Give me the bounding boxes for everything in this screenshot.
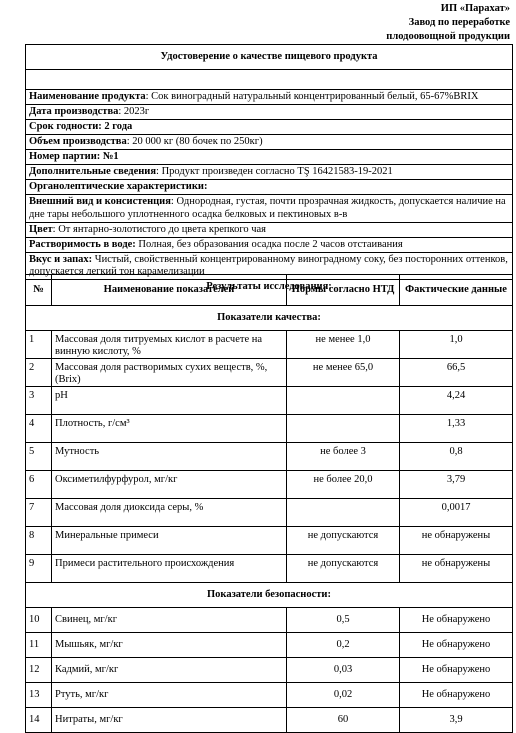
company-name: ИП «Парахат» <box>440 3 510 14</box>
row-norm: не более 3 <box>287 443 400 471</box>
table-row <box>26 683 513 708</box>
row-number: 6 <box>26 471 52 499</box>
row-number: 8 <box>26 527 52 555</box>
taste-row: Вкус и запах: Чистый, свойственный концентрированному виноградному соку, без посторонних оттенков, допускается легкий тон карамелизации <box>26 252 513 279</box>
results-title: Результаты исследования: <box>206 280 332 292</box>
row-number: 1 <box>26 331 52 359</box>
company-desc-line2: плодоовощной продукции <box>386 31 510 42</box>
row-norm: 0,02 <box>287 683 400 708</box>
table-row <box>26 471 513 499</box>
row-norm: 0,5 <box>287 608 400 633</box>
row-actual: Не обнаружено <box>400 658 513 683</box>
row-actual: Не обнаружено <box>400 683 513 708</box>
color-row: Цвет: От янтарно-золотистого до цвета крепкого чая <box>26 222 513 237</box>
row-actual: 1,33 <box>400 415 513 443</box>
row-norm: 0,2 <box>287 633 400 658</box>
row-indicator-name: Минеральные примеси <box>52 527 287 555</box>
row-number: 11 <box>26 633 52 658</box>
row-number: 3 <box>26 387 52 415</box>
solubility-row: Растворимость в воде: Полная, без образования осадка после 2 часов отстаивания <box>26 237 513 252</box>
row-norm <box>287 387 400 415</box>
row-indicator-name: Массовая доля растворимых сухих веществ, %, (Brix) <box>52 359 287 387</box>
row-indicator-name: Ртуть, мг/кг <box>52 683 287 708</box>
row-number: 5 <box>26 443 52 471</box>
row-number: 7 <box>26 499 52 527</box>
row-number: 10 <box>26 608 52 633</box>
table-row <box>26 658 513 683</box>
col-name: Наименование показателей <box>52 275 287 306</box>
col-actual: Фактические данные <box>400 275 513 306</box>
row-indicator-name: Оксиметилфурфурол, мг/кг <box>52 471 287 499</box>
row-number: 12 <box>26 658 52 683</box>
row-norm: не менее 65,0 <box>287 359 400 387</box>
row-indicator-name: Примеси растительного происхождения <box>52 555 287 583</box>
batch-number-row: Номер партии: №1 <box>26 150 513 165</box>
appearance-row: Внешний вид и консистенция: Однородная, густая, почти прозрачная жидкость, допускается наличие на дне тары небольшого уплотненного осадка белковых и пектиновых в-в <box>26 195 513 222</box>
product-name-row: Наименование продукта: Сок виноградный натуральный концентрированный белый, 65-67%BRIX <box>26 90 513 105</box>
row-norm: не более 20,0 <box>287 471 400 499</box>
row-norm <box>287 415 400 443</box>
row-indicator-name: pH <box>52 387 287 415</box>
col-num: № <box>26 275 52 306</box>
table-row <box>26 359 513 387</box>
certificate-title: Удостоверение о качестве пищевого продукта <box>26 45 513 70</box>
table-row <box>26 555 513 583</box>
table-row <box>26 415 513 443</box>
col-norm: Нормы согласно НТД <box>287 275 400 306</box>
row-number: 2 <box>26 359 52 387</box>
info-table <box>25 44 513 294</box>
row-actual: 3,79 <box>400 471 513 499</box>
row-actual: 0,8 <box>400 443 513 471</box>
row-norm: не менее 1,0 <box>287 331 400 359</box>
row-number: 14 <box>26 708 52 733</box>
results-table <box>25 274 513 733</box>
organoleptic-row: Органолептические характеристики: <box>26 180 513 195</box>
table-row <box>26 331 513 359</box>
row-actual: 66,5 <box>400 359 513 387</box>
row-indicator-name: Массовая доля титруемых кислот в расчете на винную кислоту, % <box>52 331 287 359</box>
row-norm: не допускаются <box>287 555 400 583</box>
row-number: 4 <box>26 415 52 443</box>
row-norm: 60 <box>287 708 400 733</box>
quality-rows <box>26 331 513 583</box>
row-indicator-name: Нитраты, мг/кг <box>52 708 287 733</box>
table-row <box>26 527 513 555</box>
company-desc-line1: Завод по переработке <box>408 17 510 28</box>
row-indicator-name: Массовая доля диоксида серы, % <box>52 499 287 527</box>
safety-section-title: Показатели безопасности: <box>26 583 513 608</box>
production-date-row: Дата производства: 2023г <box>26 105 513 120</box>
row-actual: 0,0017 <box>400 499 513 527</box>
row-actual: не обнаружены <box>400 555 513 583</box>
table-row <box>26 443 513 471</box>
table-row <box>26 633 513 658</box>
row-actual: 1,0 <box>400 331 513 359</box>
row-actual: Не обнаружено <box>400 633 513 658</box>
row-norm <box>287 499 400 527</box>
row-norm: не допускаются <box>287 527 400 555</box>
row-indicator-name: Мутность <box>52 443 287 471</box>
additional-info-row: Дополнительные сведения: Продукт произведен согласно TŞ 16421583-19-2021 <box>26 165 513 180</box>
company-header <box>386 2 510 44</box>
row-actual: не обнаружены <box>400 527 513 555</box>
table-row <box>26 499 513 527</box>
row-number: 13 <box>26 683 52 708</box>
shelf-life-row: Срок годности: 2 года <box>26 120 513 135</box>
row-norm: 0,03 <box>287 658 400 683</box>
row-indicator-name: Плотность, г/см³ <box>52 415 287 443</box>
safety-rows <box>26 608 513 733</box>
table-row <box>26 608 513 633</box>
row-actual: 4,24 <box>400 387 513 415</box>
production-volume-row: Объем производства: 20 000 кг (80 бочек по 250кг) <box>26 135 513 150</box>
row-number: 9 <box>26 555 52 583</box>
table-row <box>26 387 513 415</box>
row-actual: Не обнаружено <box>400 608 513 633</box>
results-header-row <box>26 275 513 306</box>
row-indicator-name: Кадмий, мг/кг <box>52 658 287 683</box>
row-actual: 3,9 <box>400 708 513 733</box>
row-indicator-name: Свинец, мг/кг <box>52 608 287 633</box>
row-indicator-name: Мышьяк, мг/кг <box>52 633 287 658</box>
quality-section-title: Показатели качества: <box>26 306 513 331</box>
table-row <box>26 708 513 733</box>
